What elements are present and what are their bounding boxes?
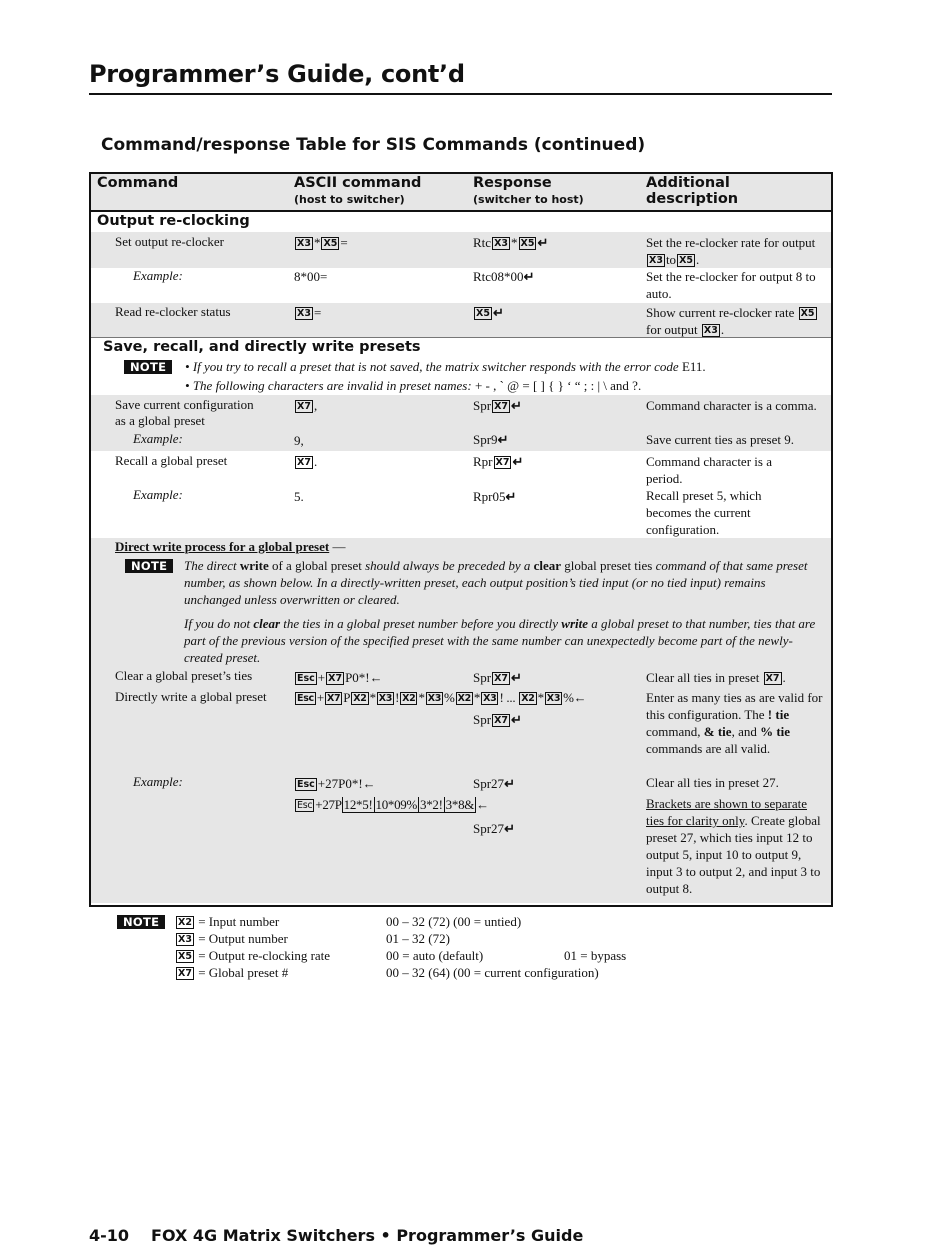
x3-key: X3 [703, 325, 718, 336]
preset-note-bullet-1: • If you try to recall a preset that is not saved, the matrix switcher responds with the error code E11. [185, 359, 706, 374]
note-text: the ties in a global preset number before you directly [283, 616, 559, 631]
p-char: P [343, 690, 351, 705]
read-reclocker-desc [646, 304, 826, 338]
col-additional: Additional [646, 175, 730, 191]
x7-key: X7 [494, 715, 508, 726]
desc-text: Enter as many ties as are valid for this configuration. The [646, 690, 823, 722]
read-reclocker-response [473, 305, 504, 321]
header-rule [91, 210, 831, 212]
clear-preset-response [473, 670, 522, 686]
x7-key: X7 [495, 457, 510, 468]
x3-key: X3 [297, 308, 311, 319]
resp-prefix: Spr [473, 398, 492, 413]
invalid-chars: + - , ` @ = [ ] { } ‘ “ ; : | \ and ?. [474, 378, 642, 393]
pct: % [444, 690, 455, 705]
ascii-text: +27P [315, 797, 342, 812]
esc-key: Esc [297, 800, 313, 811]
note-emph: clear [533, 558, 562, 573]
write-preset-response [473, 712, 522, 728]
note-text: a global preset to that number, ties that are part of the previous version of the specified preset with the same number can unexpectedly become part of the newly-created preset. [184, 616, 816, 665]
save-preset-label-1: Save current configuration [115, 397, 254, 412]
ascii-end: , [313, 398, 318, 413]
note-badge: NOTE [124, 360, 172, 374]
title-rule [89, 93, 832, 95]
desc-text: . Create global preset 27, which ties input 12 to output 5, input 10 to output 9, input 3 to output 2, and input 3 to output 8. [646, 813, 821, 896]
plus: + [316, 690, 324, 705]
legend-x2-range: 00 – 32 (72) (00 = untied) [386, 914, 522, 929]
bracketed-tie: 10*09% [375, 797, 418, 812]
write-preset-label: Directly write a global preset [115, 689, 267, 704]
save-example-response [473, 432, 508, 448]
desc-text: , and [731, 724, 757, 739]
legend-label: = Input number [198, 914, 280, 929]
col-ascii-sub: (host to switcher) [294, 193, 405, 206]
desc-text: . [696, 252, 700, 267]
x2-key: X2 [353, 693, 367, 704]
write-preset-desc [646, 689, 826, 757]
return-arrow-icon: ↵ [511, 398, 522, 413]
note-badge: NOTE [125, 559, 173, 573]
write-example-1-ascii [294, 776, 376, 792]
x3-key: X3 [427, 693, 442, 704]
legend-x7-range: 00 – 32 (64) (00 = current configuration) [386, 965, 599, 980]
example-label: Example: [133, 268, 183, 283]
ascii-end: P0*! [345, 670, 370, 685]
section-presets: Save, recall, and directly write presets [103, 339, 421, 355]
x3-key: X3 [546, 693, 561, 704]
resp-text: Rpr05 [473, 489, 506, 504]
x2-key: X2 [521, 693, 535, 704]
recall-preset-desc: Command character is a period. [646, 454, 772, 486]
set-example-ascii: 8*00= [294, 269, 328, 284]
x2-key: X2 [178, 917, 192, 928]
bullet-text: If you try to recall a preset that is not saved, the matrix switcher responds with the error code [192, 359, 679, 374]
resp-text: Rtc08*00 [473, 269, 524, 284]
x5-key: X5 [323, 238, 338, 249]
x3-key: X3 [178, 934, 192, 945]
read-reclocker-ascii [294, 305, 321, 321]
desc-underlined: Brackets are shown to separate ties for clarity only [646, 796, 807, 828]
save-preset-label-2: as a global preset [115, 413, 205, 428]
x2-key: X2 [457, 693, 471, 704]
legend-x3-range: 01 – 32 (72) [386, 931, 450, 946]
x5-key: X5 [476, 308, 490, 319]
esc-key: Esc [297, 693, 314, 704]
recall-preset-response [473, 454, 523, 470]
read-reclocker-label: Read re-clocker status [115, 304, 231, 319]
legend-x2 [175, 914, 279, 930]
save-example-desc: Save current ties as preset 9. [646, 432, 795, 447]
pct: % [563, 690, 574, 705]
x7-key: X7 [297, 457, 311, 468]
ascii-text: +27P0*! [317, 776, 363, 791]
save-example-ascii: 9, [294, 433, 304, 448]
legend-label: = Output number [198, 931, 288, 946]
return-arrow-icon: ↵ [497, 432, 509, 447]
desc-text: commands are all valid. [646, 741, 771, 756]
return-arrow-icon: ↵ [504, 821, 515, 836]
x5-key: X5 [520, 238, 535, 249]
desc-text: output [782, 235, 816, 250]
note-emph: write [239, 558, 269, 573]
ellipsis: ! ... [499, 690, 516, 705]
x3-key: X3 [494, 238, 508, 249]
x7-key: X7 [178, 968, 192, 979]
recall-preset-label: Recall a global preset [115, 453, 228, 468]
return-arrow-icon: ↵ [511, 712, 522, 727]
clear-preset-desc [646, 670, 786, 686]
separator: * [313, 235, 321, 250]
x7-key: X7 [494, 401, 508, 412]
legend-x3 [175, 931, 288, 947]
separator: * [511, 235, 518, 250]
star: * [537, 690, 544, 705]
desc-text: Show current re-clocker rate [646, 305, 795, 320]
col-response-sub: (switcher to host) [473, 193, 584, 206]
write-example-2-ascii [294, 797, 489, 813]
desc-text: Set the re-clocker rate for [646, 235, 779, 250]
note-badge: NOTE [117, 915, 165, 929]
recall-example-desc: Recall preset 5, which becomes the current configuration. [646, 488, 762, 537]
left-arrow-icon: ← [362, 776, 376, 791]
return-arrow-icon: ↵ [511, 670, 522, 685]
example-label: Example: [133, 487, 183, 502]
desc-text: Clear all ties in preset [646, 670, 760, 685]
note-emph: write [561, 616, 589, 631]
resp-prefix: Spr [473, 670, 492, 685]
esc-key: Esc [297, 779, 315, 790]
dash: — [332, 539, 346, 554]
x7-key: X7 [297, 401, 311, 412]
ascii-end: = [313, 305, 322, 320]
heading-text: Direct write process for a global preset [115, 539, 330, 554]
legend-x7 [175, 965, 288, 981]
write-example-2-desc [646, 795, 826, 897]
bang: ! [395, 690, 400, 705]
return-arrow-icon: ↵ [537, 235, 549, 250]
ascii-end: . [313, 454, 318, 469]
x3-key: X3 [483, 693, 497, 704]
return-arrow-icon: ↵ [492, 305, 504, 320]
return-arrow-icon: ↵ [504, 776, 515, 791]
left-arrow-icon: ← [573, 690, 587, 705]
x2-key: X2 [402, 693, 416, 704]
write-preset-ascii [294, 690, 586, 706]
ascii-end: = [340, 235, 348, 250]
legend-x5-extra: 01 = bypass [564, 948, 627, 963]
set-reclocker-response [473, 235, 548, 251]
desc-emph: ! tie [767, 707, 790, 722]
resp-text: Spr27 [473, 821, 505, 836]
example-label: Example: [133, 774, 183, 789]
page-title: Programmer’s Guide, cont’d [89, 60, 465, 88]
x7-key: X7 [326, 693, 341, 704]
desc-text: command, [646, 724, 701, 739]
table-title: Command/response Table for SIS Commands (continued) [101, 135, 646, 155]
resp-prefix: Spr [473, 712, 492, 727]
resp-text: Spr27 [473, 776, 505, 791]
return-arrow-icon: ↵ [505, 489, 517, 504]
left-arrow-icon: ← [369, 670, 383, 685]
section-output-reclocking: Output re-clocking [97, 213, 250, 229]
x3-key: X3 [649, 255, 663, 266]
clear-preset-ascii [294, 670, 383, 686]
recall-preset-ascii [294, 454, 317, 470]
x7-key: X7 [328, 673, 343, 684]
bracketed-tie: 3*2! [420, 797, 443, 812]
note-text: global preset ties [564, 558, 653, 573]
bracketed-tie: 3*8& [445, 797, 475, 812]
note-text: command of that same preset number, as shown below. In a directly-written preset, each output position’s tied input (or no tied input) remains unchanged unless overwritten or cleared. [184, 558, 808, 607]
preset-note-bullet-2: • The following characters are invalid in preset names: + - , ` @ = [ ] { } ‘ “ ; : | \ and ?. [185, 378, 642, 393]
plus: + [317, 670, 326, 685]
legend-x5 [175, 948, 330, 964]
col-response: Response [473, 175, 552, 191]
legend-x5-range: 00 = auto (default) [386, 948, 484, 963]
left-arrow-icon: ← [476, 797, 489, 812]
recall-example-response [473, 489, 516, 505]
recall-example-ascii: 5. [294, 489, 304, 504]
book-title: FOX 4G Matrix Switchers • Programmer’s Guide [151, 1226, 584, 1245]
direct-write-heading [115, 539, 345, 555]
page-number: 4-10 [89, 1226, 130, 1245]
desc-text: for output [646, 322, 698, 337]
resp-text: Spr9 [473, 432, 498, 447]
desc-text: . [720, 322, 725, 337]
x3-key: X3 [297, 238, 311, 249]
desc-emph: % tie [760, 724, 791, 739]
desc-emph: & tie [703, 724, 732, 739]
col-description: description [646, 191, 739, 207]
page-footer [89, 1226, 605, 1245]
bullet-text: The following characters are invalid in preset names: [192, 378, 472, 393]
x5-key: X5 [679, 255, 693, 266]
set-example-response [473, 269, 534, 285]
set-reclocker-label: Set output re-clocker [115, 234, 225, 249]
set-reclocker-ascii [294, 235, 348, 251]
note-text: The direct [184, 558, 237, 573]
return-arrow-icon: ↵ [523, 269, 535, 284]
star: * [473, 690, 481, 705]
star: * [418, 690, 425, 705]
x7-key: X7 [494, 673, 508, 684]
x7-key: X7 [765, 673, 780, 684]
clear-preset-label: Clear a global preset’s ties [115, 668, 253, 683]
bracketed-tie: 12*5! [343, 797, 373, 812]
note-emph: clear [253, 616, 281, 631]
set-reclocker-desc [646, 234, 826, 268]
set-example-desc: Set the re-clocker for output 8 to auto. [646, 269, 816, 301]
save-preset-desc: Command character is a comma. [646, 398, 817, 413]
note-text: should always be preceded by a [365, 558, 531, 573]
save-preset-response [473, 398, 522, 414]
x5-key: X5 [800, 308, 815, 319]
star: * [369, 690, 376, 705]
return-arrow-icon: ↵ [512, 454, 524, 469]
error-code: E11. [681, 359, 706, 374]
resp-prefix: Rpr [473, 454, 493, 469]
save-preset-ascii [294, 398, 317, 414]
x3-key: X3 [378, 693, 393, 704]
note-text: of a global preset [271, 558, 362, 573]
legend-label: = Output re-clocking rate [198, 948, 331, 963]
resp-prefix: Rtc [473, 235, 492, 250]
direct-write-note-1 [184, 557, 824, 608]
legend-label: = Global preset # [198, 965, 289, 980]
write-example-2-response [473, 821, 515, 837]
col-ascii: ASCII command [294, 175, 422, 191]
desc-text: to [665, 252, 677, 267]
note-text: If you do not [184, 616, 251, 631]
write-example-1-response [473, 776, 515, 792]
write-example-1-desc: Clear all ties in preset 27. [646, 775, 779, 790]
col-command: Command [97, 175, 179, 191]
direct-write-note-2 [184, 615, 824, 666]
x5-key: X5 [178, 951, 192, 962]
desc-text: . [782, 670, 786, 685]
example-label: Example: [133, 431, 183, 446]
esc-key: Esc [297, 673, 315, 684]
